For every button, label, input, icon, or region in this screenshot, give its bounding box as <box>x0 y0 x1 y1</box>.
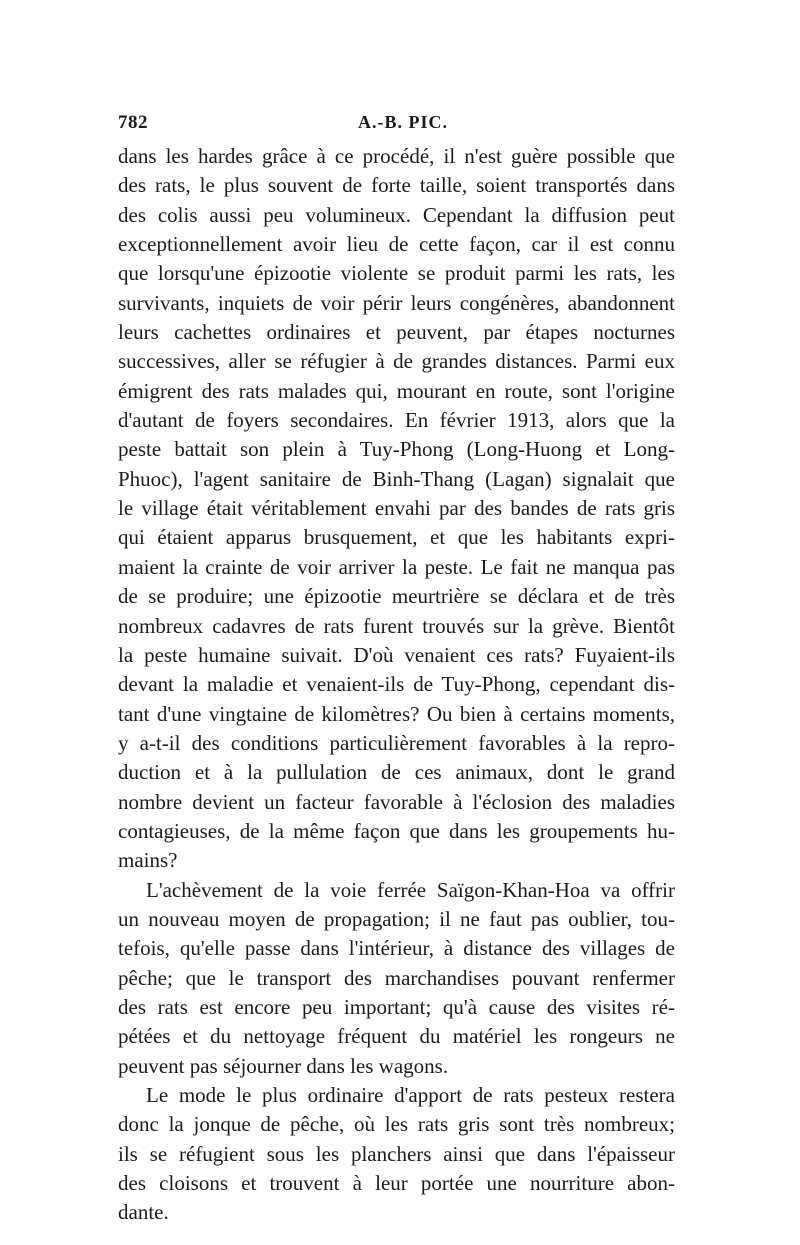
text-line: donc la jonque de pêche, où les rats gris sont très nombreux; <box>118 1112 675 1137</box>
text-line: de se produire; une épizootie meurtrière se déclara et de très <box>118 584 675 609</box>
text-line: dante. <box>118 1200 169 1225</box>
text-line: des colis aussi peu volumineux. Cependant la diffusion peut <box>118 202 675 227</box>
text-line: duction et à la pullulation de ces animaux, dont le grand <box>118 760 675 785</box>
paragraph-start-line: Le mode le plus ordinaire d'apport de rats pesteux restera <box>146 1083 675 1107</box>
text-line: successives, aller se réfugier à de grandes distances. Parmi eux <box>118 349 675 374</box>
text-line: Phuoc), l'agent sanitaire de Binh-Thang (Lagan) signalait que <box>118 466 675 491</box>
text-line: le village était véritablement envahi par des bandes de rats gris <box>118 496 675 521</box>
text-line: contagieuses, de la même façon que dans les groupements hu- <box>118 818 675 843</box>
text-line: d'autant de foyers secondaires. En février 1913, alors que la <box>118 408 675 433</box>
text-line: maient la crainte de voir arriver la peste. Le fait ne manqua pas <box>118 554 675 579</box>
page-number: 782 <box>118 112 148 133</box>
text-line: nombre devient un facteur favorable à l'éclosion des maladies <box>118 789 675 814</box>
text-line: peuvent pas séjourner dans les wagons. <box>118 1053 449 1078</box>
text-line: devant la maladie et venaient-ils de Tuy-Phong, cependant dis- <box>118 672 675 697</box>
text-line: exceptionnellement avoir lieu de cette façon, car il est connu <box>118 232 675 257</box>
text-line: des cloisons et trouvent à leur portée une nourriture abon- <box>118 1171 675 1196</box>
text-line: y a-t-il des conditions particulièrement favorables à la repro- <box>118 730 675 755</box>
text-line: des rats est encore peu important; qu'à cause des visites ré- <box>118 994 675 1019</box>
text-line: des rats, le plus souvent de forte taille, soient transportés dans <box>118 173 675 198</box>
text-line: que lorsqu'une épizootie violente se produit parmi les rats, les <box>118 261 675 286</box>
text-line: qui étaient apparus brusquement, et que les habitants expri- <box>118 525 675 550</box>
text-line: pétées et du nettoyage fréquent du matériel les rongeurs ne <box>118 1024 675 1049</box>
text-line: peste battait son plein à Tuy-Phong (Long-Huong et Long- <box>118 437 675 462</box>
text-line: nombreux cadavres de rats furent trouvés sur la grève. Bientôt <box>118 613 675 638</box>
text-line: la peste humaine suivait. D'où venaient ces rats? Fuyaient-ils <box>118 642 675 667</box>
text-line: mains? <box>118 848 178 873</box>
text-line: ils se réfugient sous les planchers ainsi que dans l'épaisseur <box>118 1141 675 1166</box>
text-line: tant d'une vingtaine de kilomètres? Ou bien à certains moments, <box>118 701 675 726</box>
text-line: émigrent des rats malades qui, mourant en route, sont l'origine <box>118 378 675 403</box>
text-line: dans les hardes grâce à ce procédé, il n'est guère possible que <box>118 144 675 168</box>
text-line: tefois, qu'elle passe dans l'intérieur, à distance des villages de <box>118 936 675 961</box>
text-line: un nouveau moyen de propagation; il ne faut pas oublier, tou- <box>118 906 675 931</box>
text-line: leurs cachettes ordinaires et peuvent, par étapes nocturnes <box>118 320 675 345</box>
body-text <box>118 142 675 1228</box>
page-header <box>118 112 688 142</box>
paragraph-start-line: L'achèvement de la voie ferrée Saïgon-Khan-Hoa va offrir <box>146 877 675 902</box>
running-head: A.-B. PIC. <box>358 112 448 132</box>
text-line: pêche; que le transport des marchandises pouvant renfermer <box>118 965 675 990</box>
text-line: survivants, inquiets de voir périr leurs congénères, abandonnent <box>118 290 675 315</box>
